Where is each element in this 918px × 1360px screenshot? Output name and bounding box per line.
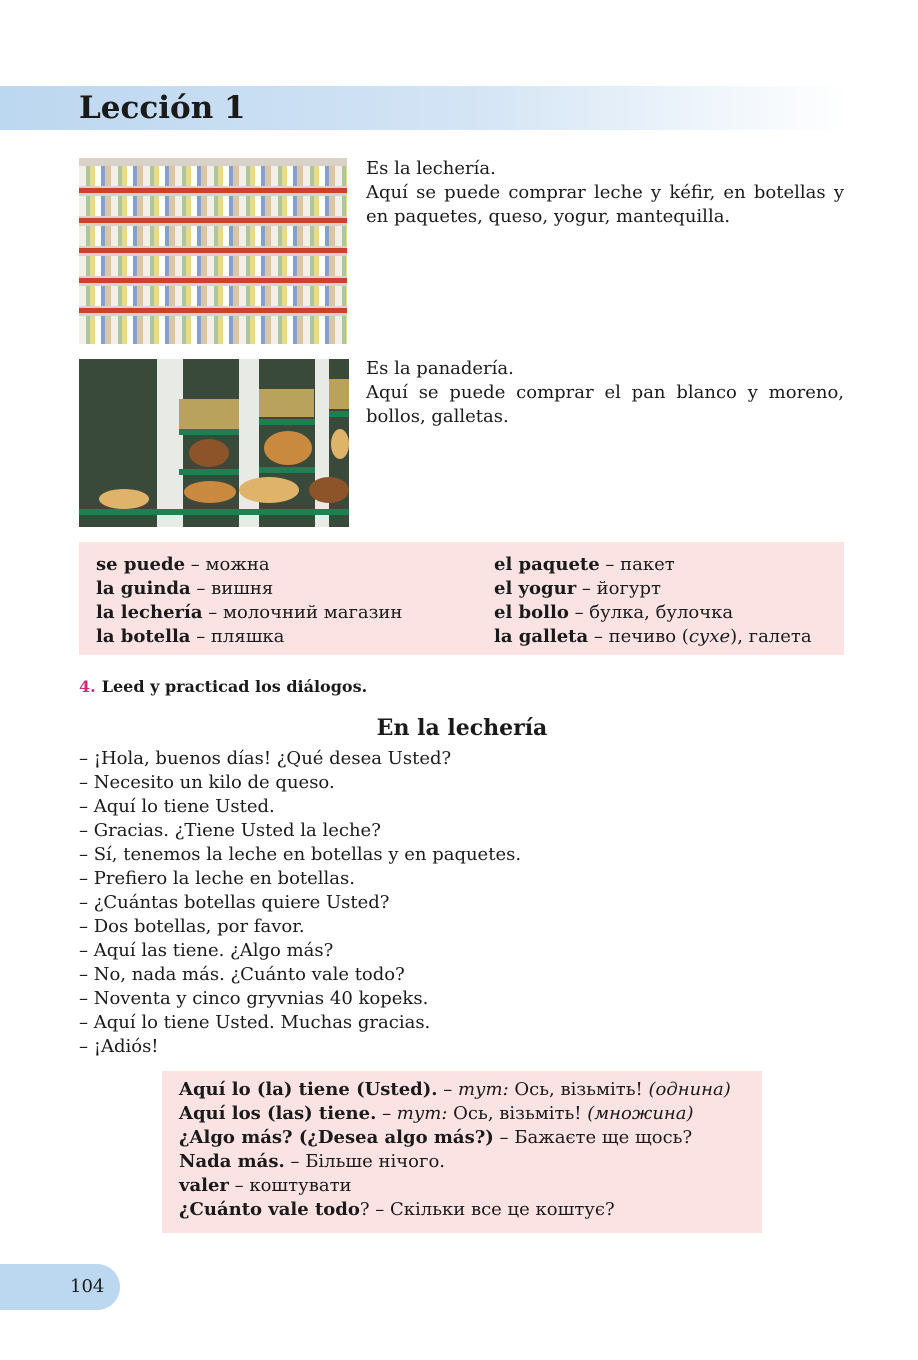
vocabulary-item: la lechería – молочний магазин — [96, 602, 403, 623]
dialog-line: – Sí, tenemos la leche en botellas y en paquetes. — [79, 844, 522, 865]
phrase-row: Aquí lo (la) tiene (Usted). – тут: Ось, візьміть! (однина) — [179, 1079, 731, 1100]
dialog-line: – Aquí lo tiene Usted. Muchas gracias. — [79, 1012, 431, 1033]
dialog-line: – Dos botellas, por favor. — [79, 916, 305, 937]
dairy-description: Es la lechería. Aquí se puede comprar leche y kéfir, en botellas y en paquetes, queso, yogur, mantequilla. — [366, 158, 844, 227]
vocabulary-box — [79, 542, 844, 655]
vocabulary-item: el bollo – булка, булочка — [494, 602, 734, 623]
phrase-row: valer – коштувати — [179, 1175, 352, 1196]
vocabulary-left-column — [96, 553, 402, 649]
phrases-box — [162, 1071, 762, 1233]
dialog-lines — [79, 747, 521, 1059]
bakery-description: Es la panadería. Aquí se puede comprar el pan blanco y moreno, bollos, galletas. — [366, 358, 844, 427]
vocabulary-item: la galleta – печиво (сухе), галета — [494, 626, 812, 647]
dialog-line: – No, nada más. ¿Cuánto vale todo? — [79, 964, 405, 985]
dialog-line: – Prefiero la leche en botellas. — [79, 868, 355, 889]
lesson-title: Lección 1 — [79, 90, 246, 126]
exercise-instruction — [79, 676, 367, 698]
vocabulary-item: se puede – можна — [96, 554, 270, 575]
bakery-shelf-photo — [79, 359, 349, 527]
exercise-number: 4. — [79, 677, 96, 696]
dairy-shelf-photo — [79, 158, 347, 344]
phrase-row: Nada más. – Більше нічого. — [179, 1151, 446, 1172]
vocabulary-item: el yogur – йогурт — [494, 578, 661, 599]
dialog-line: – Necesito un kilo de queso. — [79, 772, 335, 793]
dialog-line: – Aquí las tiene. ¿Algo más? — [79, 940, 334, 961]
vocabulary-item: la botella – пляшка — [96, 626, 285, 647]
vocabulary-right-column — [494, 553, 812, 649]
phrase-row: Aquí los (las) tiene. – тут: Ось, візьміть! (множина) — [179, 1103, 694, 1124]
dialog-line: – ¡Adiós! — [79, 1036, 159, 1057]
dialog-title: En la lechería — [376, 715, 548, 741]
page-number: 104 — [70, 1276, 105, 1297]
dialog-line: – Gracias. ¿Tiene Usted la leche? — [79, 820, 381, 841]
dialog-line: – ¿Cuántas botellas quiere Usted? — [79, 892, 390, 913]
dialog-line: – Noventa y cinco gryvnias 40 kopeks. — [79, 988, 429, 1009]
vocabulary-item: el paquete – пакет — [494, 554, 675, 575]
phrase-row: ¿Cuánto vale todo? – Скільки все це коштує? — [179, 1199, 615, 1220]
dialog-line: – Aquí lo tiene Usted. — [79, 796, 275, 817]
phrase-row: ¿Algo más? (¿Desea algo más?) – Бажаєте ще щось? — [179, 1127, 693, 1148]
dialog-line: – ¡Hola, buenos días! ¿Qué desea Usted? — [79, 748, 452, 769]
exercise-text: Leed y practicad los diálogos. — [101, 677, 368, 696]
vocabulary-item: la guinda – вишня — [96, 578, 274, 599]
